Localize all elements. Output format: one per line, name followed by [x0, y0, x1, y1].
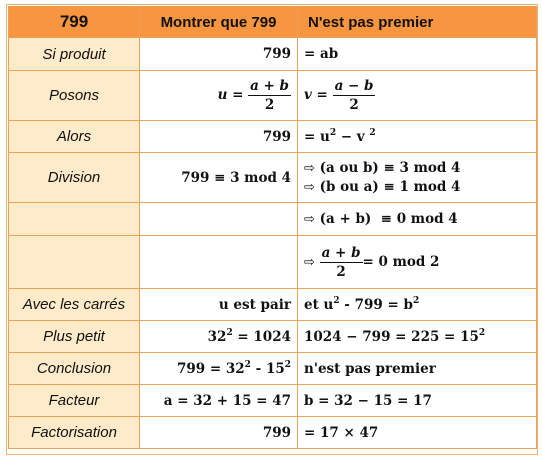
row-label-division: Division [9, 153, 140, 203]
table-row [9, 321, 537, 353]
conclusion-exp-2: 2 [284, 359, 291, 370]
implies-arrow-icon: ⇨ [304, 254, 315, 270]
row-label-conclusion: Conclusion [9, 353, 140, 385]
conclusion-part-b: - 15 [250, 360, 285, 377]
cell-si-produit-right: = ab [298, 38, 537, 71]
cell-plus-petit-mid [140, 321, 298, 353]
row-label-si-produit: Si produit [9, 38, 140, 71]
cell-plus-petit-right [298, 321, 537, 353]
table-row [9, 385, 537, 417]
implies-arrow-icon: ⇨ [304, 179, 315, 195]
v-fraction [333, 77, 376, 114]
avec-carres-exp-1: 2 [333, 295, 340, 306]
table-row [9, 417, 537, 449]
row-label-factorisation: Factorisation [9, 417, 140, 449]
header-claim: N'est pas premier [298, 7, 537, 38]
row-label-facteur: Facteur [9, 385, 140, 417]
table-row [9, 203, 537, 236]
implies-arrow-icon: ⇨ [304, 212, 315, 227]
row-label-empty [9, 203, 140, 236]
table-row [9, 38, 537, 71]
division-line-1 [304, 159, 530, 178]
v-numerator: a − b [334, 78, 374, 94]
division-line-2-text: (b ou a) ≡ 1 mod 4 [319, 178, 461, 195]
cell-alors-mid: 799 [140, 121, 298, 153]
row-label-avec-carres: Avec les carrés [9, 289, 140, 321]
alors-u-exponent: 2 [329, 127, 337, 138]
cell-si-produit-mid: 799 [140, 38, 298, 71]
cell-factorisation-right: = 17 × 47 [298, 417, 537, 449]
v-denominator: 2 [349, 97, 359, 113]
cell-posons-v [298, 71, 537, 121]
row-label-empty [9, 236, 140, 289]
cell-division-right [298, 153, 537, 203]
table-row [9, 121, 537, 153]
half-sum-numerator: a + b [321, 244, 361, 261]
table-row [9, 153, 537, 203]
table-row [9, 353, 537, 385]
cell-empty [140, 236, 298, 289]
header-number: 799 [9, 7, 140, 38]
plus-petit-exp: 2 [226, 327, 233, 338]
u-definition-lhs: u = [217, 87, 244, 103]
cell-avec-carres-right [298, 289, 537, 321]
implies-arrow-icon: ⇨ [304, 160, 315, 176]
header-row [9, 7, 537, 38]
table-row [9, 236, 537, 289]
conclusion-part-a: 799 = 32 [176, 360, 245, 377]
alors-v-exponent: 2 [369, 127, 376, 138]
v-definition-lhs: v = [304, 87, 328, 103]
avec-carres-exp-2: 2 [412, 295, 420, 306]
plus-petit-right-text: 1024 − 799 = 225 = 15 [304, 328, 479, 345]
plus-petit-base: 32 [207, 328, 227, 345]
u-denominator: 2 [264, 97, 275, 113]
row-label-alors: Alors [9, 121, 140, 153]
row-label-plus-petit: Plus petit [9, 321, 140, 353]
cell-posons-u [140, 71, 298, 121]
cell-alors-right [298, 121, 537, 153]
alors-u-term: = u [304, 128, 330, 145]
cell-facteur-right: b = 32 − 15 = 17 [298, 385, 537, 417]
cell-avec-carres-mid: u est pair [140, 289, 298, 321]
half-sum-denominator: 2 [336, 263, 346, 280]
u-numerator: a + b [250, 78, 289, 94]
division-line-2 [304, 178, 530, 197]
division-line-1-text: (a ou b) ≡ 3 mod 4 [319, 159, 461, 176]
table-row [9, 289, 537, 321]
half-sum-tail: = 0 mod 2 [362, 253, 440, 270]
cell-division-mid: 799 ≡ 3 mod 4 [140, 153, 298, 203]
cell-conclusion-right: n'est pas premier [298, 353, 537, 385]
table-row [9, 71, 537, 121]
plus-petit-result: = 1024 [232, 328, 291, 345]
conclusion-exp-1: 2 [244, 359, 251, 370]
avec-carres-part-a: et u [304, 296, 334, 313]
cell-sum-mod-4 [298, 203, 537, 236]
row-label-posons: Posons [9, 71, 140, 121]
cell-facteur-mid: a = 32 + 15 = 47 [140, 385, 298, 417]
plus-petit-right-exp: 2 [478, 327, 486, 338]
alors-v-term: − v [336, 128, 370, 145]
header-goal: Montrer que 799 [140, 7, 298, 38]
cell-factorisation-mid: 799 [140, 417, 298, 449]
cell-conclusion-mid [140, 353, 298, 385]
proof-table [8, 6, 537, 449]
cell-empty [140, 203, 298, 236]
sum-mod-4-text: (a + b) ≡ 0 mod 4 [319, 211, 458, 227]
cell-half-sum-mod-2 [298, 236, 537, 289]
u-fraction [248, 77, 291, 114]
half-sum-fraction [320, 244, 363, 281]
avec-carres-part-b: - 799 = b [339, 296, 413, 313]
